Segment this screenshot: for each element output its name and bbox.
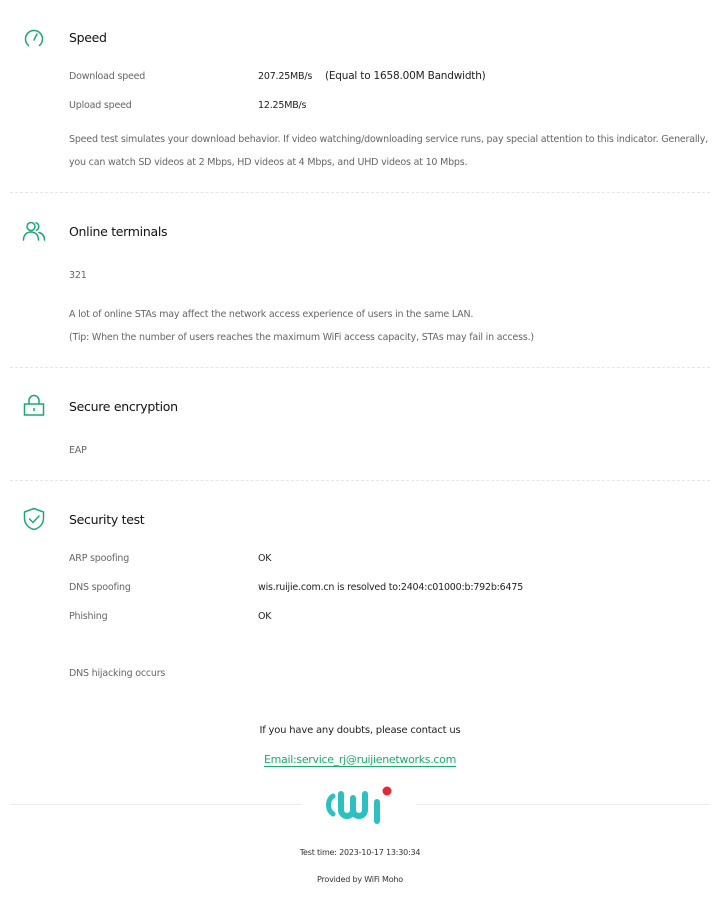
terminals-count: 321 (69, 270, 87, 281)
phishing-value: OK (258, 611, 272, 622)
users-icon (22, 219, 46, 243)
dns-hijacking-alert: DNS hijacking occurs (69, 668, 166, 679)
encryption-value: EAP (69, 445, 87, 456)
lock-icon (22, 394, 46, 418)
provided-by: Provided by WiFi Moho (317, 875, 403, 884)
section-divider (10, 192, 710, 193)
footer-divider-left (10, 804, 302, 805)
terminals-tip: (Tip: When the number of users reaches the maximum WiFi access capacity, STAs may fail in access.) (69, 332, 534, 343)
download-bandwidth-note: (Equal to 1658.00M Bandwidth) (324, 70, 486, 82)
encryption-title: Secure encryption (69, 399, 178, 414)
test-time: Test time: 2023-10-17 13:30:34 (299, 848, 421, 857)
dns-spoofing-label: DNS spoofing (69, 582, 131, 593)
download-speed-number: 207.25MB/s (258, 71, 313, 82)
section-divider (10, 480, 710, 481)
section-divider (10, 367, 710, 368)
shield-check-icon (22, 507, 46, 531)
terminals-description (69, 303, 709, 349)
phishing-label: Phishing (69, 611, 108, 622)
upload-speed-label: Upload speed (69, 100, 132, 111)
wifi-moho-logo (325, 782, 395, 828)
contact-text: If you have any doubts, please contact us (259, 725, 461, 736)
upload-speed-value: 12.25MB/s (258, 100, 307, 111)
dns-spoofing-value: wis.ruijie.com.cn is resolved to:2404:c01000:b:792b:6475 (258, 582, 524, 593)
footer-divider-right (416, 804, 710, 805)
speedometer-icon (22, 26, 46, 50)
terminals-title: Online terminals (69, 224, 168, 239)
terminals-description-line1: A lot of online STAs may affect the network access experience of users in the same LAN. (69, 309, 474, 320)
arp-spoofing-label: ARP spoofing (69, 553, 130, 564)
email-wrapper (0, 748, 720, 767)
download-speed-value (258, 70, 486, 82)
arp-spoofing-value: OK (258, 553, 272, 564)
speed-description: Speed test simulates your download behavior. If video watching/downloading service runs, pay special attention to this indicator. Generally, you can watch SD videos at 2 Mbps, HD videos at 4 Mbps, and UHD videos at 10 Mbps. (69, 134, 708, 168)
download-speed-label: Download speed (69, 71, 146, 82)
email-link[interactable]: Email:service_rj@ruijienetworks.com (263, 753, 457, 766)
speed-title: Speed (69, 30, 107, 45)
security-title: Security test (69, 512, 145, 527)
